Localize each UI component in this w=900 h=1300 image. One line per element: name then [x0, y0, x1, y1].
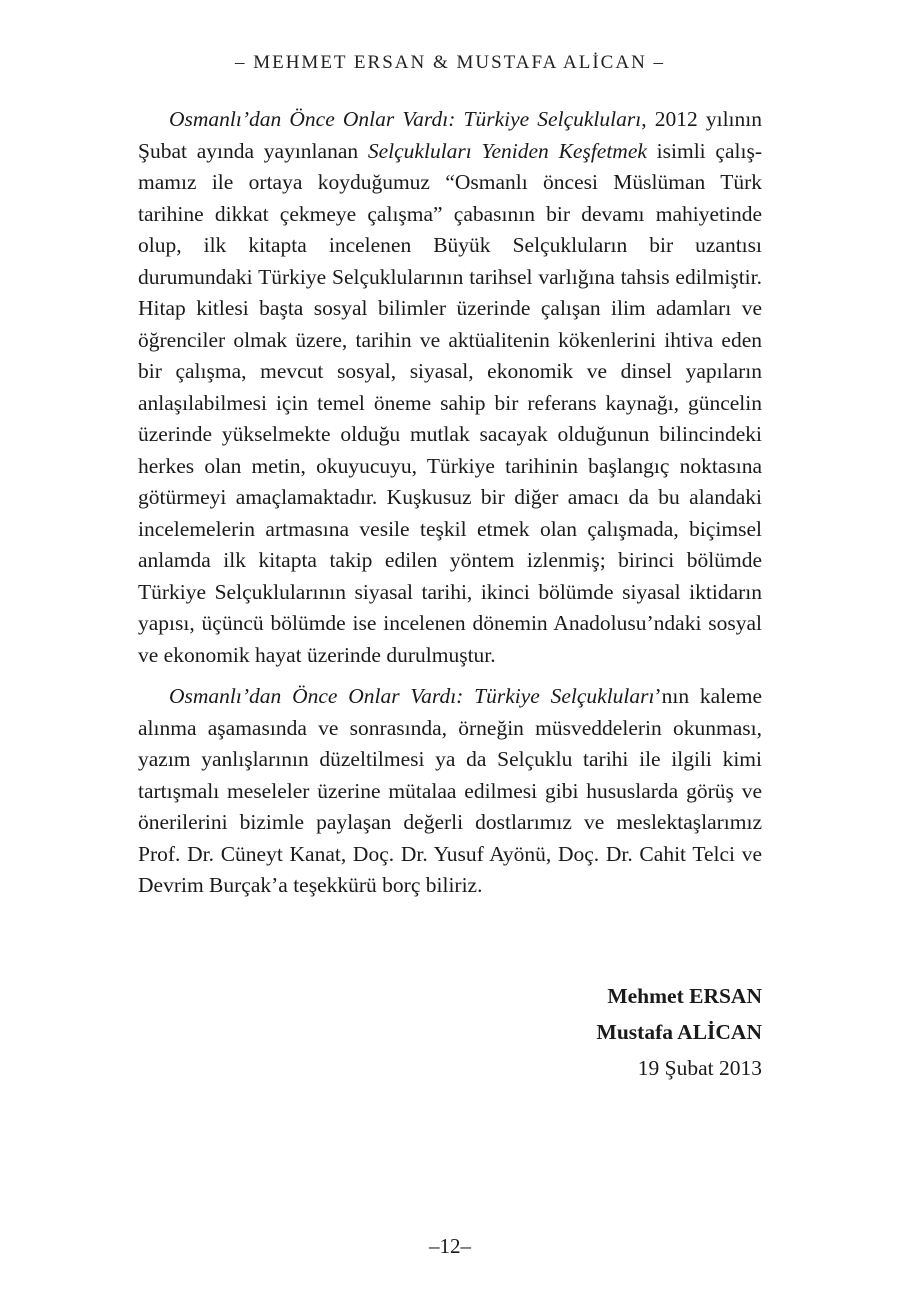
- paragraph-2: [138, 681, 762, 902]
- book-title-italic: Osmanlı’dan Önce Onlar Vardı: Türkiye Selçukluları: [169, 107, 642, 131]
- signature-block: [597, 978, 762, 1086]
- prior-book-title-italic: Selçukluları Yeniden Keşfetmek: [367, 138, 647, 163]
- running-head: – MEHMET ERSAN & MUSTAFA ALİCAN –: [234, 52, 666, 73]
- paragraph-text: ’nın kaleme alınma aşamasında ve sonrasında, örneğin müsveddelerin okunması, yazım yanlışlarının düzeltilmesi ya da Selçuklu tarihi ile ilgili kimi tartışmalı meseleler üzerine mütalaa edilmesi gibi hususlarda görüş ve önerilerini bizimle paylaşan değerli dostlarımız ve meslektaşlarımız Prof. Dr. Cüneyt Kanat, Doç. Dr. Yusuf Ayönü, Doç. Dr. Cahit Telci ve Devrim Burçak’a teşekkürü borç biliriz.: [138, 684, 762, 897]
- paragraph-1: [138, 104, 762, 671]
- book-title-italic: Osmanlı’dan Önce Onlar Vardı: Türkiye Selçukluları: [169, 684, 655, 708]
- signature-date: 19 Şubat 2013: [637, 1056, 762, 1080]
- page-number: –12–: [429, 1234, 471, 1258]
- paragraph-text: isimli çalışmamız ile ortaya koyduğumuz “Osmanlı öncesi Müslüman Türk tarihine dikkat çekmeye çalışma” çabasının bir devamı mahiyetinde olup, ilk kitapta incelenen Büyük Selçukluların bir uzantısı durumundaki Türkiye Selçuklularının tarihsel varlığına tahsis edilmiştir. Hitap kitlesi başta sosyal bilimler üzerinde çalışan ilim adamları ve öğrenciler olmak üzere, tarihin ve aktüalitenin kökenlerini ihtiva eden bir çalışma, mevcut sosyal, siyasal, ekonomik ve dinsel yapıların anlaşılabilmesi için temel öneme sahip bir referans kaynağı, güncelin üzerinde yükselmekte olduğu mutlak sacayak olduğunun bilincindeki herkes olan metin, okuyucuyu, Türkiye tarihinin başlangıç noktasına götürmeyi amaçlamaktadır. Kuşkusuz bir diğer amacı da bu alandaki incelemelerin artmasına vesile teşkil etmek olan çalışmada, biçimsel anlamda ilk kitapta takip edilen yöntem izlenmiş; birinci bölümde Türkiye Selçuklularının siyasal tarihi, ikinci bölümde siyasal iktidarın yapısı, üçüncü bölümde ise incelenen dönemin Anadolusu’ndaki sosyal ve ekonomik hayat üzerinde durulmuştur.: [138, 138, 762, 667]
- author-name: Mehmet ERSAN: [607, 984, 762, 1008]
- body-text: [138, 104, 762, 902]
- paragraph-text: , 2012 yılının Şubat ayında yayınlanan: [138, 107, 762, 163]
- author-name: Mustafa ALİCAN: [596, 1020, 762, 1044]
